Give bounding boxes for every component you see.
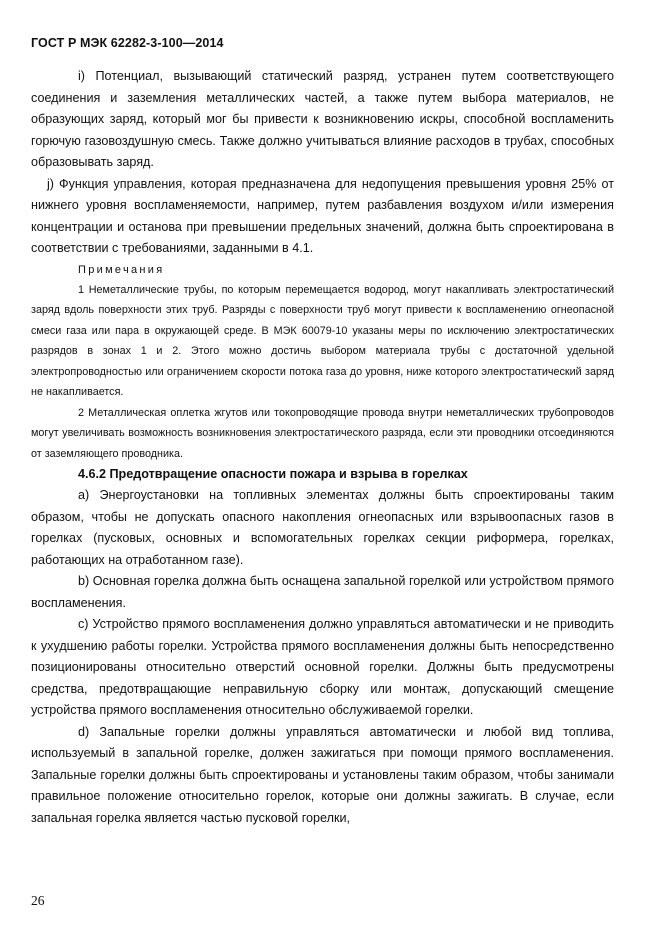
note-1: 1 Неметаллические трубы, по которым перемещается водород, могут накапливать электростатический заряд вдоль поверхности этих труб. Разряды с поверхности труб могут привести к воспламенению огнеопасной смеси газа или пара в окружающей среде. В МЭК 60079-10 указаны меры по исключению электростатических разрядов в зонах 1 и 2. Этого можно достичь выбором материала трубы с достаточной удельной электропроводностью или ограничением скорости потока газа до уровня, ниже которого электростатический заряд не накапливается. — [31, 283, 614, 398]
paragraph-j: j) Функция управления, которая предназначена для недопущения превышения уровня 25% от нижнего уровня воспламеняемости, например, путем разбавления воздухом и/или измерения концентрации и останова при превышении предельных значений, должна быть спроектирована в соответствии с требованиями, заданными в 4.1. — [31, 176, 614, 255]
paragraph-a: а) Энергоустановки на топливных элементах должны быть спроектированы таким образом, чтобы не допускать опасного накопления огнеопасных или взрывоопасных газов в горелках (пусковых, основных и вспомогательных горелках секции риформера, горелках, работающих на отработанном газе). — [31, 488, 614, 567]
note-2: 2 Металлическая оплетка жгутов или токопроводящие провода внутри неметаллических трубопроводов могут увеличивать возможность возникновения электростатического разряда, если эти проводники отсоединяются от заземляющего проводника. — [31, 406, 614, 460]
page-number: 26 — [31, 893, 45, 908]
document-header: ГОСТ Р МЭК 62282-3-100—2014 — [31, 36, 224, 50]
section-heading: 4.6.2 Предотвращение опасности пожара и взрыва в горелках — [78, 467, 468, 481]
paragraph-b: b) Основная горелка должна быть оснащена запальной горелкой или устройством прямого воспламенения. — [31, 574, 614, 610]
paragraph-i: i) Потенциал, вызывающий статический разряд, устранен путем соответствующего соединения и заземления металлических частей, а также путем выбора материалов, не образующих заряд, который мог бы привести к возникновению искры, способной воспламенить горючую газовоздушную смесь. Также должно учитываться влияние расходов в трубах, способных образовывать заряд. — [31, 69, 614, 169]
paragraph-d: d) Запальные горелки должны управляться автоматически и любой вид топлива, используемый в запальной горелке, должен зажигаться при помощи прямого воспламенения. Запальные горелки должны быть спроектированы и установлены таким образом, чтобы занимали правильное положение относительно горелок, которые они должны зажигать. В случае, если запальная горелка является частью пусковой горелки, — [31, 724, 614, 825]
document-body — [31, 66, 614, 829]
paragraph-c: с) Устройство прямого воспламенения должно управляться автоматически и не приводить к ухудшению работы горелки. Устройства прямого воспламенения должны быть непосредственно позиционированы относительно отверстий основной горелки. Должны быть предусмотрены средства, предотвращающие неправильную сборку или монтаж, допускающий смещение устройства прямого воспламенения относительно обслуживаемой горелки. — [31, 617, 614, 717]
notes-title: Примечания — [78, 263, 165, 276]
